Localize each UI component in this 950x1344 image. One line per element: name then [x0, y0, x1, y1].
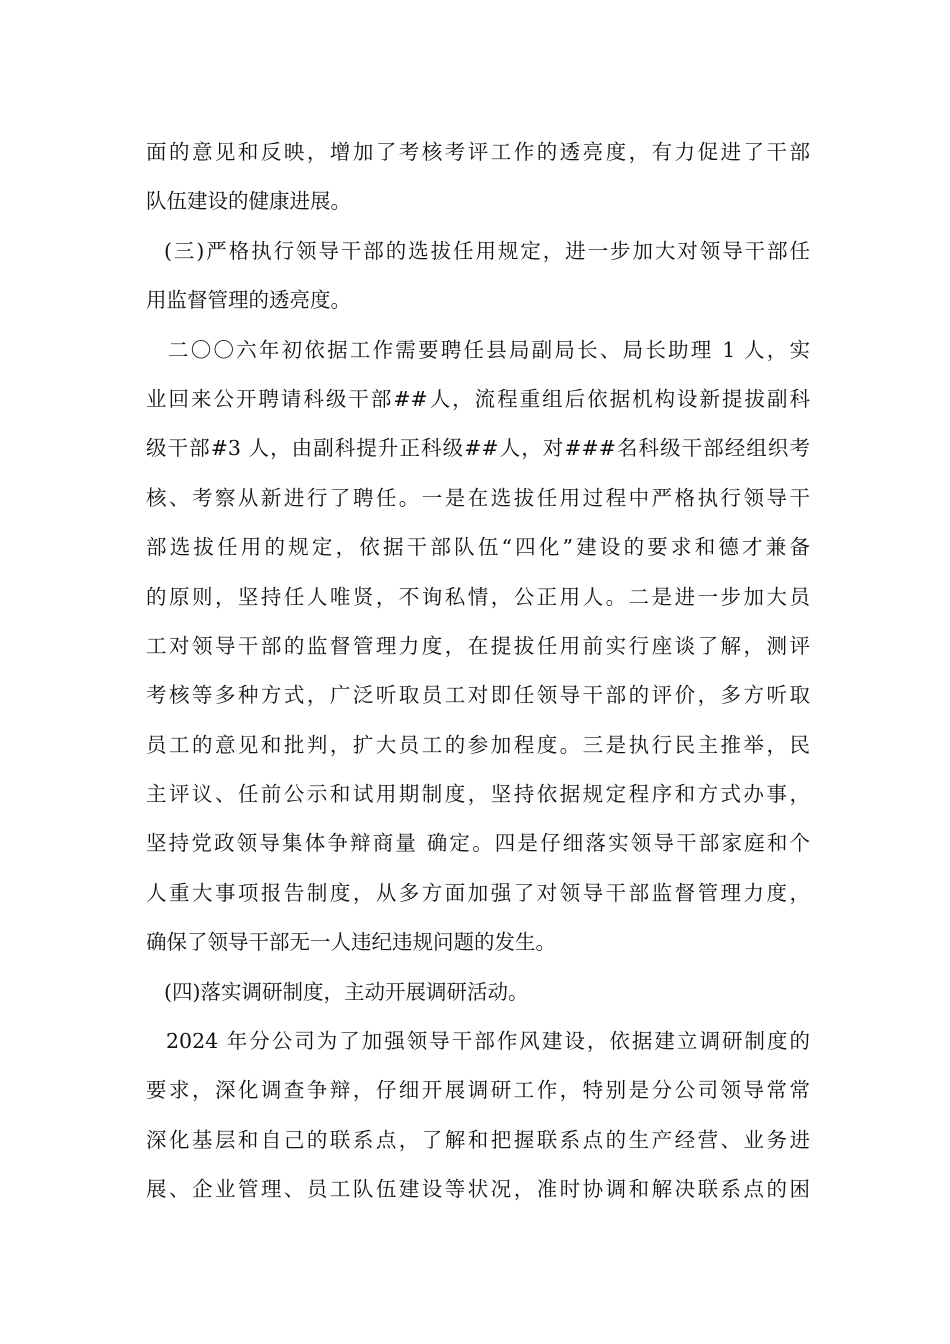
text-line: 的原则，坚持任人唯贤，不询私情，公正用人。二是进一步加大员: [146, 584, 810, 609]
text-line: 要求，深化调查争辩，仔细开展调研工作，特别是分公司领导常常: [146, 1078, 810, 1103]
text-line: 确保了领导干部无一人违纪违规问题的发生。: [146, 930, 556, 955]
text-line: 用监督管理的透亮度。: [146, 288, 351, 313]
text-line: 人重大事项报告制度，从多方面加强了对领导干部监督管理力度，: [146, 880, 810, 905]
document-body: [146, 128, 810, 1215]
text-line: 面的意见和反映，增加了考核考评工作的透亮度，有力促进了干部: [146, 140, 810, 164]
text-line: 部选拔任用的规定，依据干部队伍“四化”建设的要求和德才兼备: [146, 535, 810, 560]
text-line: 考核等多种方式，广泛听取员工对即任领导干部的评价，多方听取: [146, 683, 810, 708]
text-line: 业回来公开聘请科级干部##人，流程重组后依据机构设新提拔副科: [146, 386, 810, 411]
section-heading-4: (四)落实调研制度，主动开展调研活动。: [164, 979, 529, 1004]
text-line: 坚持党政领导集体争辩商量 确定。四是仔细落实领导干部家庭和个: [146, 831, 810, 856]
text-line: 级干部#3 人，由副科提升正科级##人，对###名科级干部经组织考: [146, 436, 810, 461]
section-heading-3: (三)严格执行领导干部的选拔任用规定，进一步加大对领导干部任: [164, 238, 810, 263]
text-line: 员工的意见和批判，扩大员工的参加程度。三是执行民主推举，民: [146, 732, 810, 757]
text-line: 深化基层和自己的联系点，了解和把握联系点的生产经营、业务进: [146, 1127, 810, 1152]
text-line: 二〇〇六年初依据工作需要聘任县局副局长、局长助理 1 人，实: [168, 337, 810, 362]
text-line: 队伍建设的健康进展。: [146, 189, 351, 214]
text-line: 2024 年分公司为了加强领导干部作风建设，依据建立调研制度的: [166, 1029, 810, 1054]
text-line: 核、考察从新进行了聘任。一是在选拔任用过程中严格执行领导干: [146, 485, 810, 510]
text-line: 展、企业管理、员工队伍建设等状况，准时协调和解决联系点的困: [146, 1177, 810, 1202]
text-line: 工对领导干部的监督管理力度，在提拔任用前实行座谈了解，测评: [146, 633, 810, 658]
text-line: 主评议、任前公示和试用期制度，坚持依据规定程序和方式办事，: [146, 782, 810, 807]
